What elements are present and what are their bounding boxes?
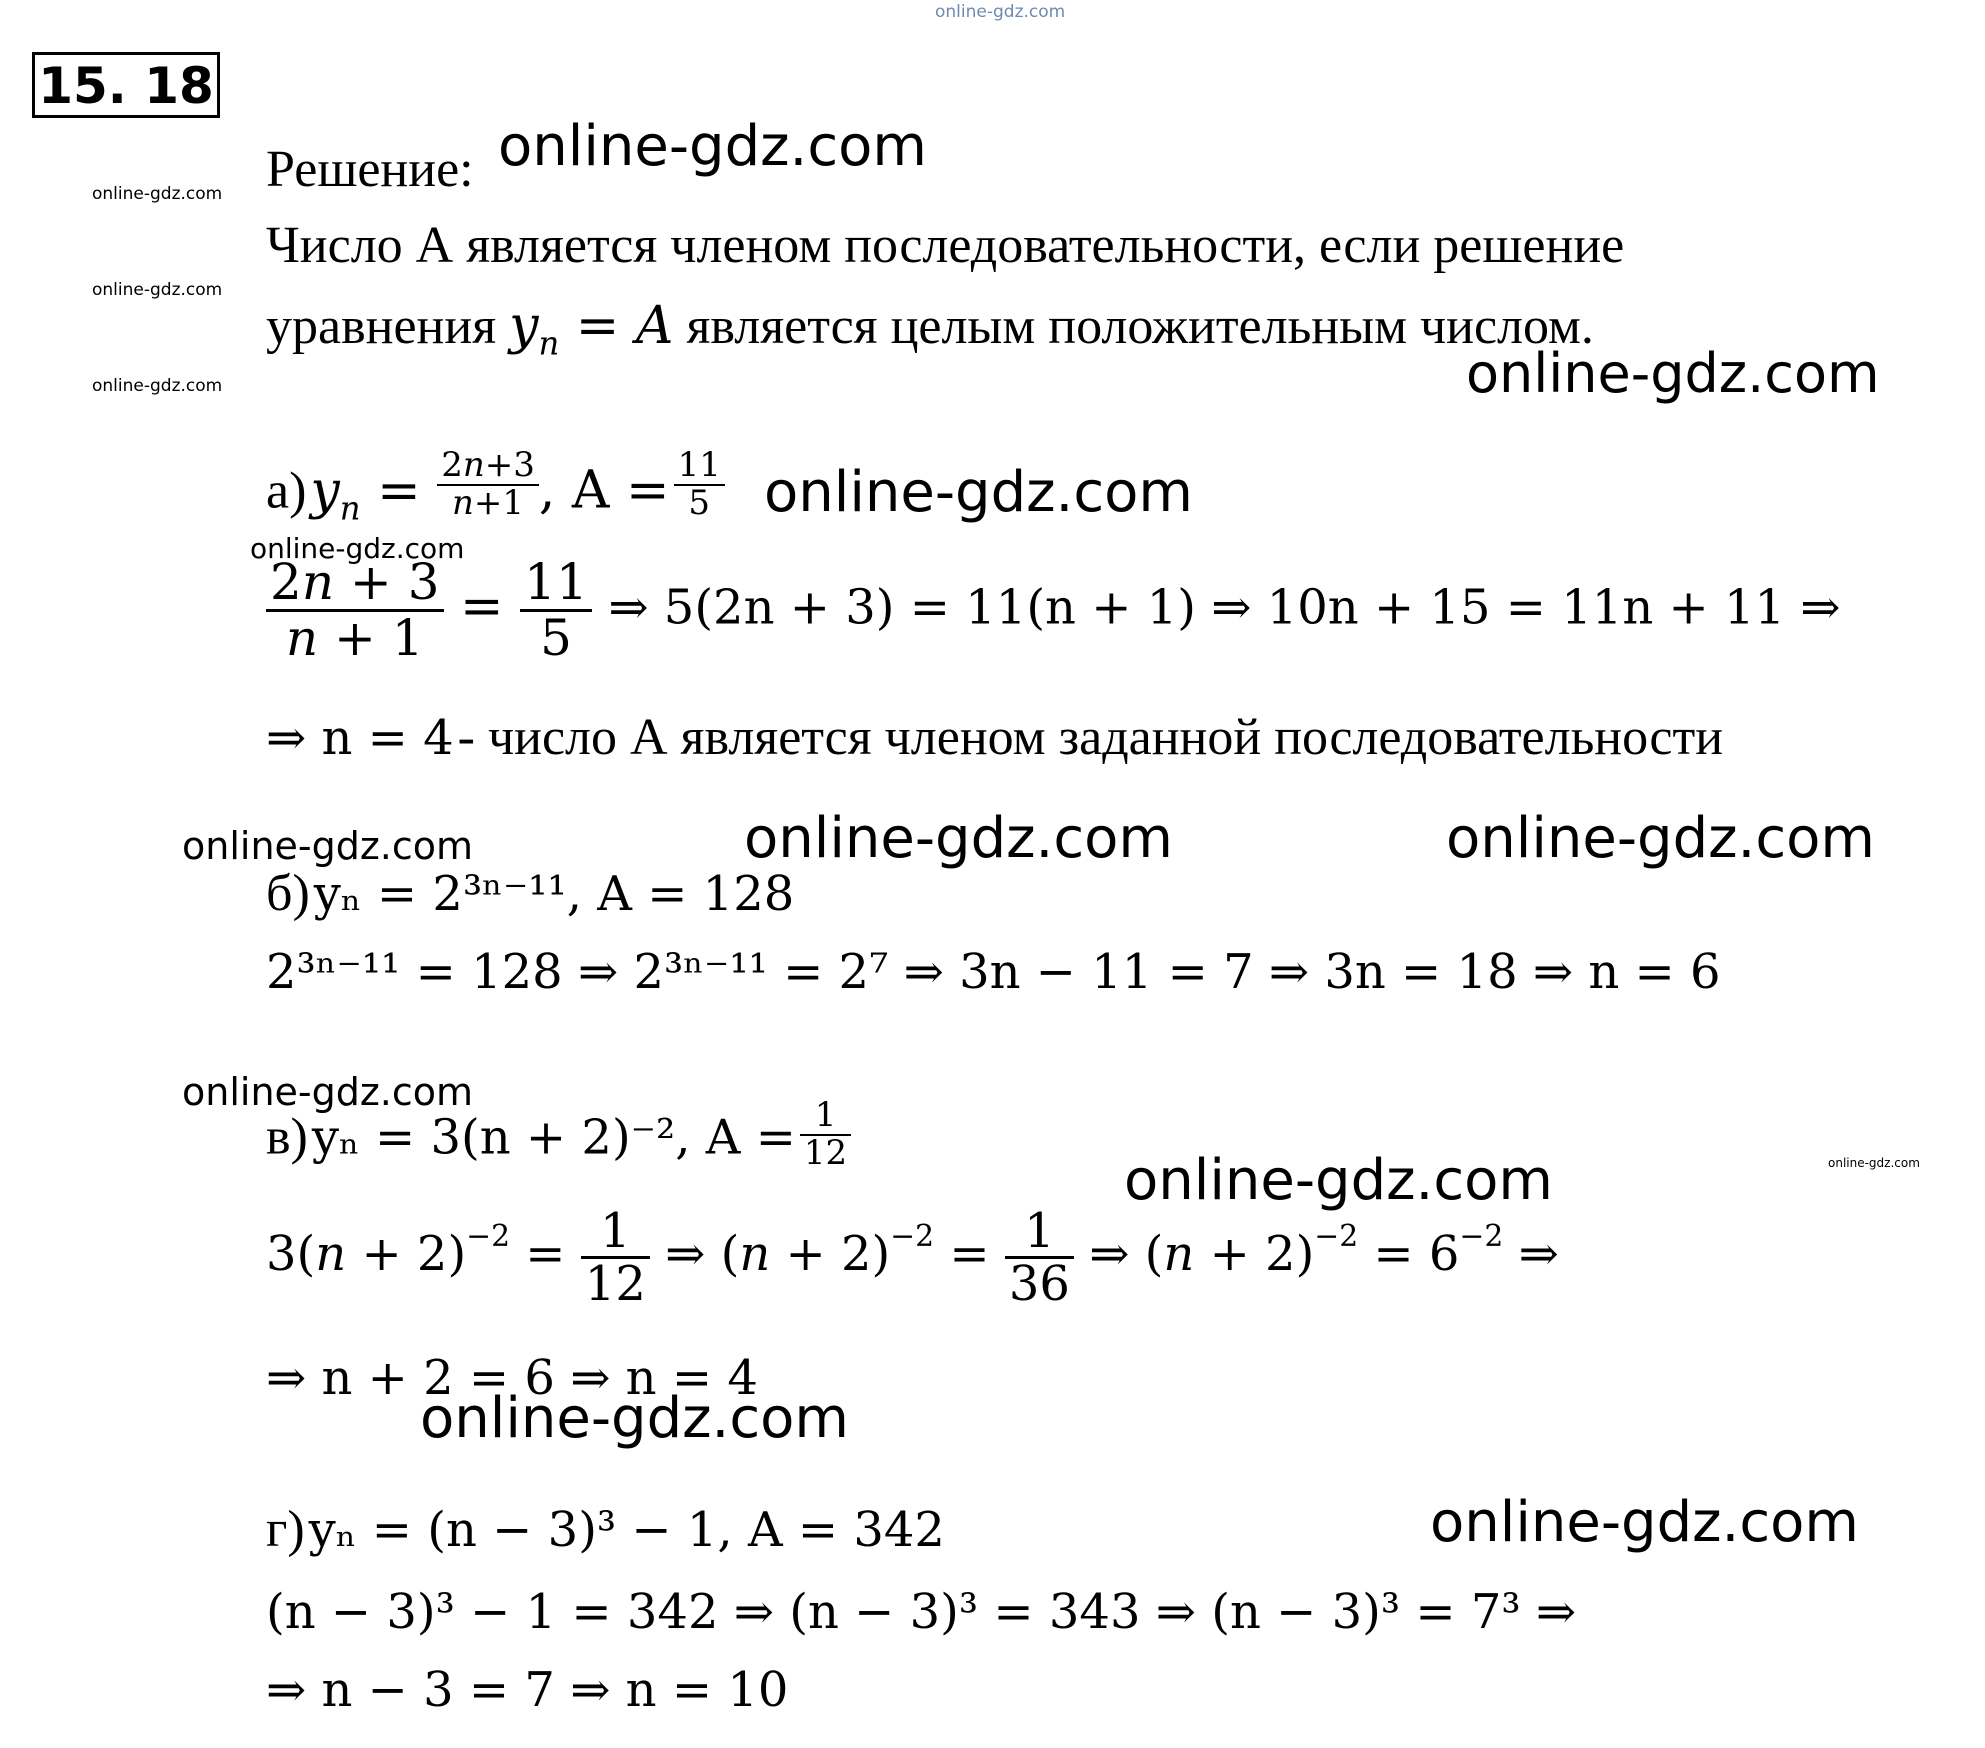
- watermark-top: online-gdz.com: [935, 2, 1066, 22]
- watermark-6: online-gdz.com: [744, 806, 1173, 871]
- watermark-side-1: online-gdz.com: [92, 184, 223, 204]
- part-a-result: ⇒ n = 4 - число А является членом заданной последовательности: [266, 709, 1724, 766]
- part-b-solution: 2³ⁿ⁻¹¹ = 128 ⇒ 2³ⁿ⁻¹¹ = 2⁷ ⇒ 3n − 11 = 7 ⇒ 3n = 18 ⇒ n = 6: [266, 944, 1721, 1000]
- part-g-solution-1: (n − 3)³ − 1 = 342 ⇒ (n − 3)³ = 343 ⇒ (n − 3)³ = 7³ ⇒: [266, 1584, 1577, 1640]
- watermark-7: online-gdz.com: [1446, 806, 1875, 871]
- part-v-solution-2: ⇒ n + 2 = 6 ⇒ n = 4: [266, 1350, 758, 1406]
- part-g-condition: г) yₙ = (n − 3)³ − 1, A = 342: [266, 1501, 945, 1558]
- watermark-9: online-gdz.com: [1124, 1148, 1553, 1213]
- part-v-condition: в) yₙ = 3(n + 2)⁻², A = $\frac{1}{12}$: [266, 1098, 851, 1171]
- watermark-11: online-gdz.com: [1430, 1490, 1859, 1555]
- part-a-equation: $\frac{2n + 3}{n + 1}$ = $\frac{11}{5}$ ⇒ 5(2n + 3) = 11(n + 1) ⇒ 10n + 15 = 11n + 11 ⇒: [266, 556, 1841, 664]
- watermark-5: online-gdz.com: [182, 824, 474, 868]
- intro-line-1: Число А является членом последовательности, если решение: [266, 217, 1625, 274]
- watermark-4: online-gdz.com: [250, 532, 465, 565]
- watermark-10: online-gdz.com: [420, 1386, 849, 1451]
- part-b-condition: б) yₙ = 2³ⁿ⁻¹¹, A = 128: [266, 865, 795, 922]
- problem-number: 15. 18: [32, 52, 220, 118]
- watermark-8: online-gdz.com: [182, 1070, 474, 1114]
- part-a-condition: а) $y_n$ = $\frac{2n+3}{n+1}$ , A = $\frac{11}{5}$: [266, 448, 725, 521]
- watermark-3: online-gdz.com: [764, 460, 1193, 525]
- part-v-solution-1: $3(n + 2)^{-2}$ = $\frac{1}{12}$ ⇒ $(n + 2)^{-2}$ = $\frac{1}{36}$ ⇒ $(n + 2)^{-2} = 6^{-2}$ ⇒: [266, 1203, 1559, 1313]
- watermark-side-4: online-gdz.com: [1828, 1156, 1920, 1170]
- part-g-solution-2: ⇒ n − 3 = 7 ⇒ n = 10: [266, 1662, 789, 1718]
- solution-label: Решение:: [266, 141, 474, 198]
- watermark-1: online-gdz.com: [498, 114, 927, 179]
- watermark-side-3: online-gdz.com: [92, 376, 223, 396]
- watermark-2: online-gdz.com: [1466, 342, 1880, 405]
- watermark-side-2: online-gdz.com: [92, 280, 223, 300]
- intro-line-2: уравнения $y_n = A$ является целым положительным числом.: [266, 296, 1594, 363]
